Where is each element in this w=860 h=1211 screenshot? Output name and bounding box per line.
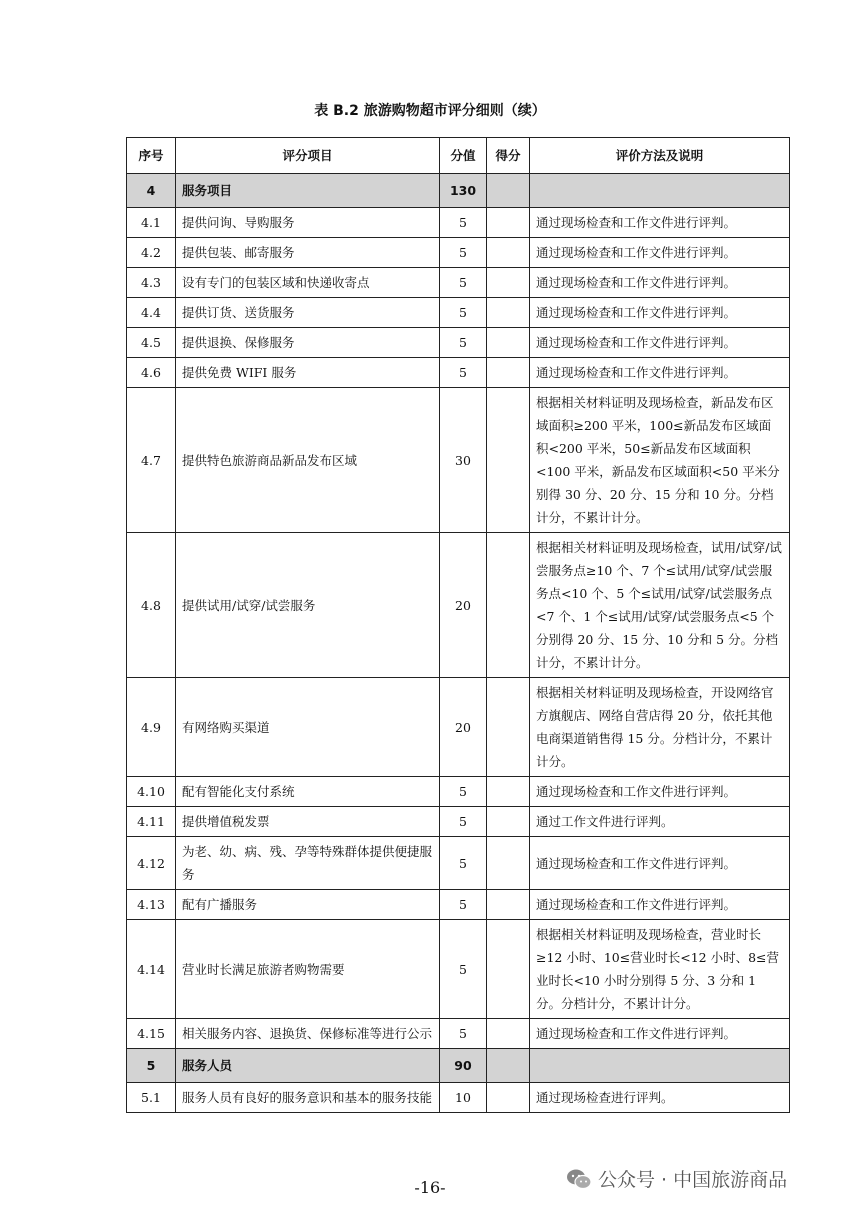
cell-got bbox=[487, 388, 530, 533]
cell-desc: 通过现场检查和工作文件进行评判。 bbox=[530, 238, 790, 268]
cell-item: 提供退换、保修服务 bbox=[176, 328, 440, 358]
cell-score: 5 bbox=[440, 920, 487, 1019]
cell-score: 5 bbox=[440, 328, 487, 358]
cell-got bbox=[487, 174, 530, 208]
table-row bbox=[127, 807, 790, 837]
cell-got bbox=[487, 1019, 530, 1049]
cell-item: 配有智能化支付系统 bbox=[176, 777, 440, 807]
cell-desc: 通过现场检查和工作文件进行评判。 bbox=[530, 837, 790, 890]
cell-score: 5 bbox=[440, 268, 487, 298]
cell-no: 4.10 bbox=[127, 777, 176, 807]
cell-score: 5 bbox=[440, 890, 487, 920]
cell-score: 5 bbox=[440, 807, 487, 837]
page-number: -16- bbox=[414, 1178, 446, 1197]
table-row bbox=[127, 920, 790, 1019]
header-got: 得分 bbox=[487, 138, 530, 174]
cell-item: 营业时长满足旅游者购物需要 bbox=[176, 920, 440, 1019]
cell-item: 设有专门的包装区域和快递收寄点 bbox=[176, 268, 440, 298]
header-no: 序号 bbox=[127, 138, 176, 174]
cell-desc: 通过现场检查和工作文件进行评判。 bbox=[530, 890, 790, 920]
cell-desc: 通过现场检查和工作文件进行评判。 bbox=[530, 328, 790, 358]
cell-no: 4.9 bbox=[127, 678, 176, 777]
cell-score: 5 bbox=[440, 777, 487, 807]
cell-item: 提供包装、邮寄服务 bbox=[176, 238, 440, 268]
cell-item: 服务人员有良好的服务意识和基本的服务技能 bbox=[176, 1083, 440, 1113]
cell-score: 5 bbox=[440, 238, 487, 268]
cell-item: 提供试用/试穿/试尝服务 bbox=[176, 533, 440, 678]
cell-got bbox=[487, 807, 530, 837]
table-body bbox=[127, 174, 790, 1113]
cell-got bbox=[487, 238, 530, 268]
cell-item: 有网络购买渠道 bbox=[176, 678, 440, 777]
cell-got bbox=[487, 1083, 530, 1113]
table-header-row bbox=[127, 138, 790, 174]
table-row bbox=[127, 533, 790, 678]
cell-score: 5 bbox=[440, 208, 487, 238]
cell-item: 提供问询、导购服务 bbox=[176, 208, 440, 238]
cell-desc: 通过现场检查进行评判。 bbox=[530, 1083, 790, 1113]
cell-no: 4.15 bbox=[127, 1019, 176, 1049]
table-row bbox=[127, 268, 790, 298]
cell-item: 提供订货、送货服务 bbox=[176, 298, 440, 328]
cell-no: 5 bbox=[127, 1049, 176, 1083]
cell-score: 10 bbox=[440, 1083, 487, 1113]
cell-got bbox=[487, 890, 530, 920]
watermark-text: 公众号 · 中国旅游商品 bbox=[598, 1169, 788, 1191]
cell-score: 5 bbox=[440, 358, 487, 388]
cell-no: 4.12 bbox=[127, 837, 176, 890]
cell-no: 4.5 bbox=[127, 328, 176, 358]
cell-item: 相关服务内容、退换货、保修标准等进行公示 bbox=[176, 1019, 440, 1049]
table-title: 表 B.2 旅游购物超市评分细则（续） bbox=[314, 103, 546, 119]
section-row bbox=[127, 174, 790, 208]
cell-desc: 通过现场检查和工作文件进行评判。 bbox=[530, 777, 790, 807]
scoring-table bbox=[126, 137, 790, 1113]
table-row bbox=[127, 328, 790, 358]
cell-no: 4 bbox=[127, 174, 176, 208]
cell-desc: 根据相关材料证明及现场检查，试用/试穿/试尝服务点≥10 个、7 个≤试用/试穿/试尝服务点<10 个、5 个≤试用/试穿/试尝服务点<7 个、1 个≤试用/试穿/试尝服务点<5 个分别得 20 分、15 分、10 分和 5 分。分档计分，不累计计分。 bbox=[530, 533, 790, 678]
table-row bbox=[127, 298, 790, 328]
cell-desc bbox=[530, 1049, 790, 1083]
cell-item: 提供增值税发票 bbox=[176, 807, 440, 837]
cell-got bbox=[487, 837, 530, 890]
table-row bbox=[127, 1019, 790, 1049]
table-row bbox=[127, 238, 790, 268]
section-row bbox=[127, 1049, 790, 1083]
table-row bbox=[127, 208, 790, 238]
cell-no: 4.6 bbox=[127, 358, 176, 388]
cell-got bbox=[487, 920, 530, 1019]
header-item: 评分项目 bbox=[176, 138, 440, 174]
cell-no: 4.14 bbox=[127, 920, 176, 1019]
cell-got bbox=[487, 298, 530, 328]
watermark bbox=[566, 1165, 787, 1192]
cell-score: 90 bbox=[440, 1049, 487, 1083]
cell-got bbox=[487, 533, 530, 678]
table-row bbox=[127, 1083, 790, 1113]
cell-score: 20 bbox=[440, 533, 487, 678]
cell-score: 5 bbox=[440, 837, 487, 890]
cell-score: 130 bbox=[440, 174, 487, 208]
cell-got bbox=[487, 328, 530, 358]
wechat-icon bbox=[566, 1168, 592, 1190]
cell-got bbox=[487, 777, 530, 807]
cell-score: 30 bbox=[440, 388, 487, 533]
cell-desc: 通过现场检查和工作文件进行评判。 bbox=[530, 358, 790, 388]
cell-desc: 通过现场检查和工作文件进行评判。 bbox=[530, 268, 790, 298]
cell-got bbox=[487, 268, 530, 298]
table-row bbox=[127, 837, 790, 890]
cell-item: 服务人员 bbox=[176, 1049, 440, 1083]
cell-item: 提供免费 WIFI 服务 bbox=[176, 358, 440, 388]
cell-no: 4.13 bbox=[127, 890, 176, 920]
cell-got bbox=[487, 358, 530, 388]
table-row bbox=[127, 890, 790, 920]
cell-got bbox=[487, 678, 530, 777]
cell-item: 提供特色旅游商品新品发布区域 bbox=[176, 388, 440, 533]
cell-desc: 通过现场检查和工作文件进行评判。 bbox=[530, 1019, 790, 1049]
cell-no: 4.4 bbox=[127, 298, 176, 328]
table-row bbox=[127, 777, 790, 807]
cell-no: 4.7 bbox=[127, 388, 176, 533]
cell-desc: 通过现场检查和工作文件进行评判。 bbox=[530, 208, 790, 238]
cell-desc: 根据相关材料证明及现场检查，营业时长≥12 小时、10≤营业时长<12 小时、8≤营业时长<10 小时分别得 5 分、3 分和 1 分。分档计分，不累计计分。 bbox=[530, 920, 790, 1019]
table-row bbox=[127, 388, 790, 533]
cell-no: 4.1 bbox=[127, 208, 176, 238]
header-desc: 评价方法及说明 bbox=[530, 138, 790, 174]
cell-no: 4.3 bbox=[127, 268, 176, 298]
cell-item: 为老、幼、病、残、孕等特殊群体提供便捷服务 bbox=[176, 837, 440, 890]
cell-score: 20 bbox=[440, 678, 487, 777]
cell-item: 配有广播服务 bbox=[176, 890, 440, 920]
cell-no: 4.11 bbox=[127, 807, 176, 837]
cell-score: 5 bbox=[440, 298, 487, 328]
cell-desc: 根据相关材料证明及现场检查，新品发布区域面积≥200 平米，100≤新品发布区域面积<200 平米，50≤新品发布区域面积<100 平米，新品发布区域面积<50 平米分别得 30 分、20 分、15 分和 10 分。分档计分，不累计计分。 bbox=[530, 388, 790, 533]
cell-desc: 通过工作文件进行评判。 bbox=[530, 807, 790, 837]
cell-desc: 通过现场检查和工作文件进行评判。 bbox=[530, 298, 790, 328]
cell-score: 5 bbox=[440, 1019, 487, 1049]
cell-desc: 根据相关材料证明及现场检查，开设网络官方旗舰店、网络自营店得 20 分，依托其他电商渠道销售得 15 分。分档计分，不累计计分。 bbox=[530, 678, 790, 777]
cell-got bbox=[487, 208, 530, 238]
header-score: 分值 bbox=[440, 138, 487, 174]
cell-no: 5.1 bbox=[127, 1083, 176, 1113]
table-row bbox=[127, 678, 790, 777]
cell-item: 服务项目 bbox=[176, 174, 440, 208]
cell-no: 4.2 bbox=[127, 238, 176, 268]
cell-got bbox=[487, 1049, 530, 1083]
cell-desc bbox=[530, 174, 790, 208]
cell-no: 4.8 bbox=[127, 533, 176, 678]
table-row bbox=[127, 358, 790, 388]
